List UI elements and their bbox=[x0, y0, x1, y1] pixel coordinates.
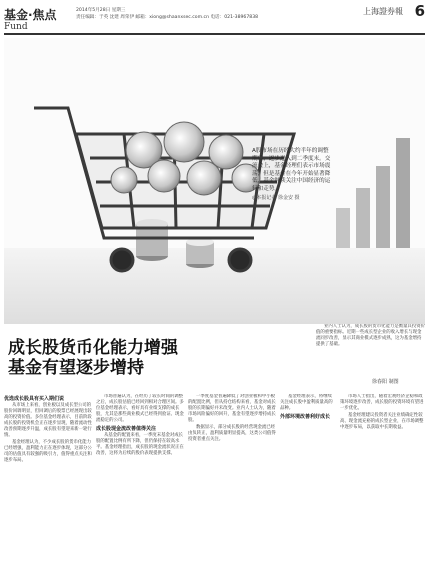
article-column-1 bbox=[4, 394, 92, 580]
paragraph: 一季度基金普遍降低了对创业板和中小板的配置比例，但从持仓结构来看，基金对成长股的长期偏好并未改变。业内人士认为，随着市场风险偏好的回升，基金有望逐步增持成长股。 bbox=[188, 394, 276, 423]
photo-credit: ◎本报记者 徐金安 摄 bbox=[252, 194, 300, 201]
header-rule bbox=[4, 33, 425, 35]
section-title: 基金·焦点 bbox=[4, 8, 57, 22]
paragraph: 数据显示，部分成长股的经营现金流已经由负转正，盈利质量明显提高，这类公司值得投资者重点关注。 bbox=[188, 425, 276, 442]
photo-caption-text: A股市场在历经大约半年的调整期后，逐步进入到二季度末。交流会上，基金经理们表示市场震荡，但是基金在今年开始显著降低，基金继续关注中国经济的运行和走势。 bbox=[252, 148, 331, 192]
article-column-right-top bbox=[316, 324, 425, 388]
article-column-4 bbox=[280, 394, 336, 580]
photo-illustration bbox=[4, 38, 425, 324]
subheading: 外部环境改善利好成长 bbox=[280, 414, 331, 420]
paragraph: 业内人士认为，成长股的货币化能力是衡量其投资价值的重要指标。近期一些成长型企业的收入增长与现金流同步改善，显示其商业模式逐步成熟，这为基金增持提供了基础。 bbox=[316, 324, 425, 347]
headline-line-1: 成长股货币化能力增强 bbox=[8, 338, 178, 358]
article-column-5 bbox=[340, 394, 425, 580]
paragraph: 市场普遍认为，在经历了较长时间的调整之后，成长股估值已经回到相对合理区间。多位基金经理表示，看好具有业绩支撑的成长股，尤其是那些商业模式已经得到验证、现金流稳定的公司。 bbox=[96, 394, 184, 423]
editor-contact: 责任编辑：于英 沈建 周荣伊 邮箱：xiong@shaanxsec.com.cn 电话：021-38967838 bbox=[76, 15, 259, 20]
paragraph: 基金经理认为，不少成长股的货币化能力已经增强，盈利能力正在逐步体现，这部分公司的估值具有较强的吸引力，值得重点关注和逐步布局。 bbox=[4, 440, 92, 463]
article-photo bbox=[4, 38, 425, 324]
paragraph: 基金经理表示，将继续关注成长股中盈利质量高的品种。 bbox=[280, 394, 333, 411]
paper-name: 上海證券報 bbox=[363, 7, 403, 16]
article-column-3 bbox=[188, 394, 276, 580]
issue-date: 2014年5月28日 星期三 bbox=[76, 8, 126, 13]
subheading: 优选成长股具有买入期们说 bbox=[4, 396, 65, 402]
section-subtitle: Fund bbox=[4, 22, 28, 32]
graphic-credit: 徐春阳 制图 bbox=[372, 379, 399, 385]
subheading: 成长股现金流改善值得关注 bbox=[96, 426, 157, 432]
headline-line-2: 基金有望逐步增持 bbox=[8, 358, 144, 378]
article-column-2 bbox=[96, 394, 184, 580]
paragraph: 从市场上来看，创业板以及成长型公司的股价回调明显，但回调后的股票已经展现出较高的投资价值。多位基金经理表示，目前阶段成长股的投资机会正在逐步显现，随着流动性改善预期逐步升温，成长股有望迎来新一轮行情。 bbox=[4, 403, 92, 438]
masthead bbox=[0, 0, 429, 36]
page-number: 6 bbox=[414, 2, 425, 20]
paragraph: 从基金的配置来看，一季度末基金对成长股的配置比例有所下降，但仍保持在较高水平。基金经理指出，成长股的现金流状况正在改善，这将为后续的股价表现提供支撑。 bbox=[96, 433, 184, 456]
photo-caption bbox=[252, 148, 334, 202]
paragraph: 基金经理建议投资者关注业绩确定性较高、现金流充裕的成长型企业，在市场调整中逐步布局，以获取中长期收益。 bbox=[340, 413, 424, 430]
paragraph: 市场人士指出，随着宏观经济企稳和政策环境逐步改善，成长股的投资环境有望进一步优化。 bbox=[340, 394, 424, 411]
